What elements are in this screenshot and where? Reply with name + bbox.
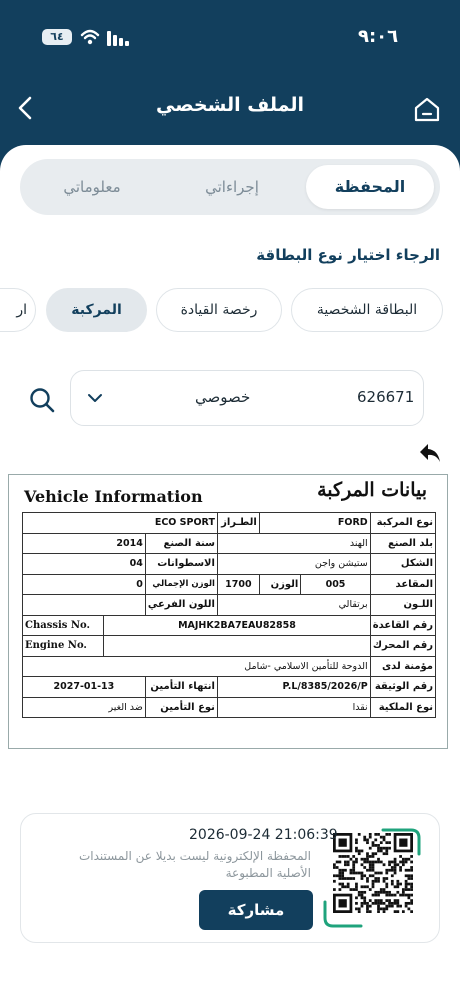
table-row — [23, 697, 436, 718]
table-cell: 2014 — [23, 533, 146, 554]
vehicle-card-title-en: Vehicle Information — [24, 487, 203, 506]
table-cell: Engine No. — [23, 636, 104, 657]
chip-personal-id[interactable]: البطاقة الشخصية — [291, 288, 443, 332]
table-row — [23, 615, 436, 636]
vehicle-info-card — [8, 474, 448, 749]
title-row — [0, 90, 460, 130]
table-cell: رقم القاعدة — [370, 615, 435, 636]
reply-arrow-icon[interactable] — [418, 442, 442, 464]
table-cell: سنة الصنع — [145, 533, 217, 554]
table-cell: الطـراز — [217, 513, 259, 534]
qr-code[interactable] — [333, 833, 413, 913]
table-cell: رقم الوثيقة — [370, 677, 435, 698]
table-cell: المقاعد — [370, 574, 435, 595]
table-cell: برتقالي — [217, 595, 370, 616]
table-cell: رقم المحرك — [370, 636, 435, 657]
table-cell: الوزن الإجمالي — [145, 574, 217, 595]
table-cell: Chassis No. — [23, 615, 104, 636]
table-row — [23, 677, 436, 698]
segment-control — [20, 159, 440, 215]
home-icon[interactable] — [412, 94, 442, 124]
table-cell: مؤمنة لدى — [370, 656, 435, 677]
chip-driving-license[interactable]: رخصة القيادة — [156, 288, 282, 332]
table-row — [23, 533, 436, 554]
table-cell: 04 — [23, 554, 146, 575]
table-cell: P.L/8385/2026/P — [217, 677, 370, 698]
table-row — [23, 595, 436, 616]
table-cell: 005 — [301, 574, 370, 595]
table-cell: ستيشن واجن — [217, 554, 370, 575]
chevron-down-icon — [87, 391, 103, 405]
vehicle-select[interactable] — [70, 370, 424, 426]
table-row — [23, 554, 436, 575]
table-cell: اللون الفرعي — [145, 595, 217, 616]
page-title: الملف الشخصي — [155, 94, 304, 116]
status-bar — [0, 24, 460, 52]
wifi-icon — [80, 27, 100, 47]
chip-vehicle[interactable]: المركبة — [46, 288, 147, 332]
table-cell: 0 — [23, 574, 146, 595]
table-cell: نوع المركبة — [370, 513, 435, 534]
tab-wallet[interactable]: المحفظة — [306, 165, 434, 209]
table-cell: الاسطوانات — [145, 554, 217, 575]
table-cell: ECO SPORT — [23, 513, 218, 534]
table-cell: الهند — [217, 533, 370, 554]
table-cell — [23, 595, 146, 616]
table-cell: MAJHK2BA7EAU82858 — [104, 615, 370, 636]
table-cell: بلد الصنع — [370, 533, 435, 554]
table-cell: انتهاء التأمين — [145, 677, 217, 698]
card-type-prompt: الرجاء اختيار نوع البطاقة — [256, 246, 440, 264]
wallet-datetime: 2026-09-24 21:06:39 — [189, 827, 338, 843]
table-row — [23, 636, 436, 657]
share-button[interactable]: مشاركة — [199, 890, 313, 930]
tab-procedures[interactable]: إجراءاتي — [205, 178, 259, 196]
table-cell: 1700 — [217, 574, 259, 595]
table-row — [23, 656, 436, 677]
table-row — [23, 513, 436, 534]
vehicle-info-table — [22, 512, 436, 718]
table-cell: 2027-01-13 — [23, 677, 146, 698]
table-cell — [104, 636, 370, 657]
vehicle-card-title-ar: بيانات المركبة — [317, 479, 427, 501]
table-cell: FORD — [259, 513, 370, 534]
table-cell: ضد الغير — [23, 697, 146, 718]
signal-icon — [106, 29, 134, 46]
status-time: ٩:٠٦ — [358, 26, 399, 47]
table-cell: اللـون — [370, 595, 435, 616]
table-cell: نوع التأمين — [145, 697, 217, 718]
chip-more[interactable]: ار — [0, 288, 36, 332]
wallet-share-card — [20, 813, 440, 943]
table-cell: نقدا — [217, 697, 370, 718]
table-row — [23, 574, 436, 595]
tab-my-info[interactable]: معلوماتي — [63, 178, 121, 196]
search-icon[interactable] — [28, 386, 56, 414]
wallet-disclaimer: المحفظة الإلكترونية ليست بديلا عن المستندات الأصلية المطبوعة — [79, 849, 311, 880]
vehicle-number-value: 626671 — [357, 388, 415, 406]
table-cell: الوزن — [259, 574, 300, 595]
table-cell: الشكل — [370, 554, 435, 575]
vehicle-type-value: خصوصي — [195, 388, 251, 406]
table-cell: الدوحة للتأمين الاسلامي -شامل — [23, 656, 371, 677]
table-cell: نوع الملكية — [370, 697, 435, 718]
battery-icon: ٦٤ — [42, 29, 72, 45]
